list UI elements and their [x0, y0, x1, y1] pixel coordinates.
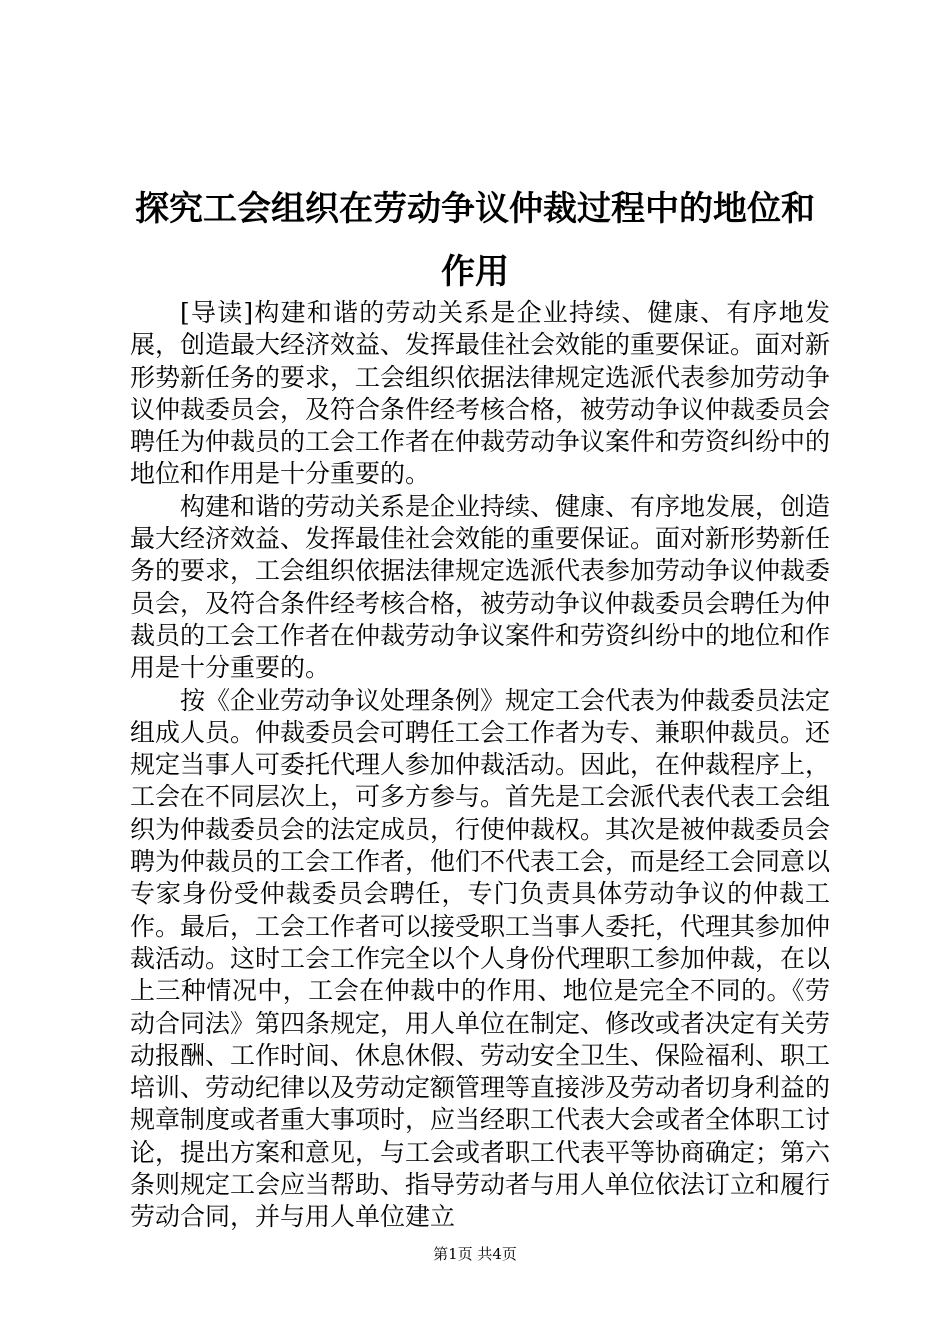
page-footer: 第1页 共4页 [433, 1245, 517, 1263]
paragraph-1: 构建和谐的劳动关系是企业持续、健康、有序地发展，创造最大经济效益、发挥最佳社会效能的重要保证。面对新形势新任务的要求，工会组织依据法律规定选派代表参加劳动争议仲裁委员会，及符合条件经考核合格，被劳动争议仲裁委员会聘任为仲裁员的工会工作者在仲裁劳动争议案件和劳资纠纷中的地位和作用是十分重要的。 [130, 491, 831, 683]
document-title: 探究工会组织在劳动争议仲裁过程中的地位和作用 [135, 189, 815, 292]
document-body [130, 297, 830, 1234]
paragraph-2: 按《企业劳动争议处理条例》规定工会代表为仲裁委员法定组成人员。仲裁委员会可聘任工会工作者为专、兼职仲裁员。还规定当事人可委托代理人参加仲裁活动。因此，在仲裁程序上，工会在不同层次上，可多方参与。首先是工会派代表代表工会组织为仲裁委员会的法定成员，行使仲裁权。其次是被仲裁委员会聘为仲裁员的工会工作者，他们不代表工会，而是经工会同意以专家身份受仲裁委员会聘任，专门负责具体劳动争议的仲裁工作。最后，工会工作者可以接受职工当事人委托，代理其参加仲裁活动。这时工会工作完全以个人身份代理职工参加仲裁，在以上三种情况中，工会在仲裁中的作用、地位是完全不同的。《劳动合同法》第四条规定，用人单位在制定、修改或者决定有关劳动报酬、工作时间、休息休假、劳动安全卫生、保险福利、职工培训、劳动纪律以及劳动定额管理等直接涉及劳动者切身利益的规章制度或者重大事项时，应当经职工代表大会或者全体职工讨论，提出方案和意见，与工会或者职工代表平等协商确定；第六条则规定工会应当帮助、指导劳动者与用人单位依法订立和履行劳动合同，并与用人单位建立 [130, 685, 831, 1232]
paragraph-intro: [导读]构建和谐的劳动关系是企业持续、健康、有序地发展，创造最大经济效益、发挥最佳社会效能的重要保证。面对新形势新任务的要求，工会组织依据法律规定选派代表参加劳动争议仲裁委员会，及符合条件经考核合格，被劳动争议仲裁委员会聘任为仲裁员的工会工作者在仲裁劳动争议案件和劳资纠纷中的地位和作用是十分重要的。 [130, 298, 831, 489]
